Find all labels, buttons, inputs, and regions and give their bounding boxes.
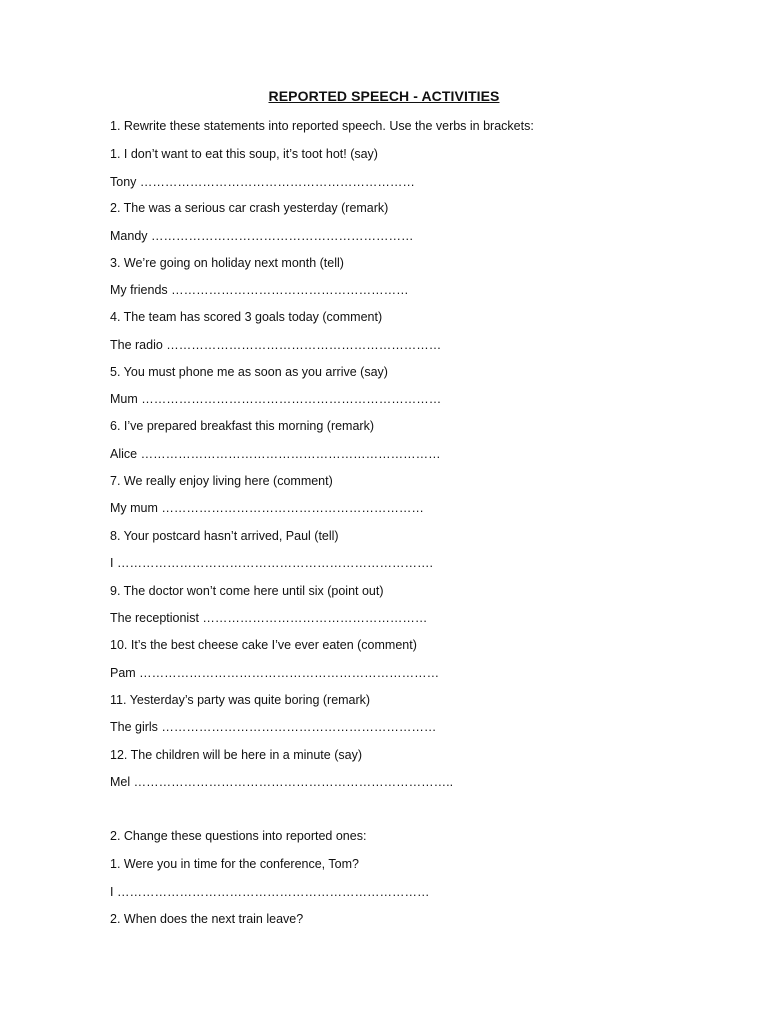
exercise-4-prompt: 4. The team has scored 3 goals today (comment) [110,310,383,324]
exercise-7-answer-line: My mum ……………………………………………………… [110,501,424,515]
exercise-7-prompt: 7. We really enjoy living here (comment) [110,474,333,488]
exercise-2-prompt: 2. The was a serious car crash yesterday (remark) [110,201,389,215]
exercise-8-answer-line: I …………………………………………………………………. [110,556,433,570]
exercise-2-answer-line: Mandy ……………………………………………………… [110,229,414,243]
exercise-12-answer-line: Mel ………………………………………………………………….. [110,775,454,789]
exercise-11-prompt: 11. Yesterday’s party was quite boring (remark) [110,693,371,707]
exercise-11-answer-line: The girls ………………………………………………………… [110,720,437,734]
section-2-instruction: 2. Change these questions into reported ones: [110,829,367,843]
question-1-prompt: 1. Were you in time for the conference, Tom? [110,857,359,871]
exercise-4-answer-line: The radio ………………………………………………………… [110,338,442,352]
exercise-6-prompt: 6. I’ve prepared breakfast this morning (remark) [110,419,374,433]
exercise-3-answer-line: My friends ………………………………………………… [110,283,409,297]
exercise-10-answer-line: Pam ……………………………………………………………… [110,666,440,680]
exercise-5-prompt: 5. You must phone me as soon as you arrive (say) [110,365,388,379]
exercise-6-answer-line: Alice ……………………………………………………………… [110,447,441,461]
exercise-5-answer-line: Mum ……………………………………………………………… [110,392,442,406]
question-2-prompt: 2. When does the next train leave? [110,912,304,926]
page-title: REPORTED SPEECH - ACTIVITIES [268,88,500,104]
exercise-8-prompt: 8. Your postcard hasn’t arrived, Paul (tell) [110,529,339,543]
exercise-9-prompt: 9. The doctor won’t come here until six (point out) [110,584,384,598]
exercise-1-answer-line: Tony ………………………………………………………… [110,175,415,189]
section-1-instruction: 1. Rewrite these statements into reported speech. Use the verbs in brackets: [110,119,534,133]
exercise-10-prompt: 10. It’s the best cheese cake I’ve ever eaten (comment) [110,638,417,652]
exercise-1-prompt: 1. I don’t want to eat this soup, it’s toot hot! (say) [110,147,378,161]
question-1-answer-line: I ………………………………………………………………… [110,885,430,899]
exercise-12-prompt: 12. The children will be here in a minute (say) [110,748,362,762]
exercise-3-prompt: 3. We’re going on holiday next month (tell) [110,256,344,270]
exercise-9-answer-line: The receptionist ……………………………………………… [110,611,428,625]
